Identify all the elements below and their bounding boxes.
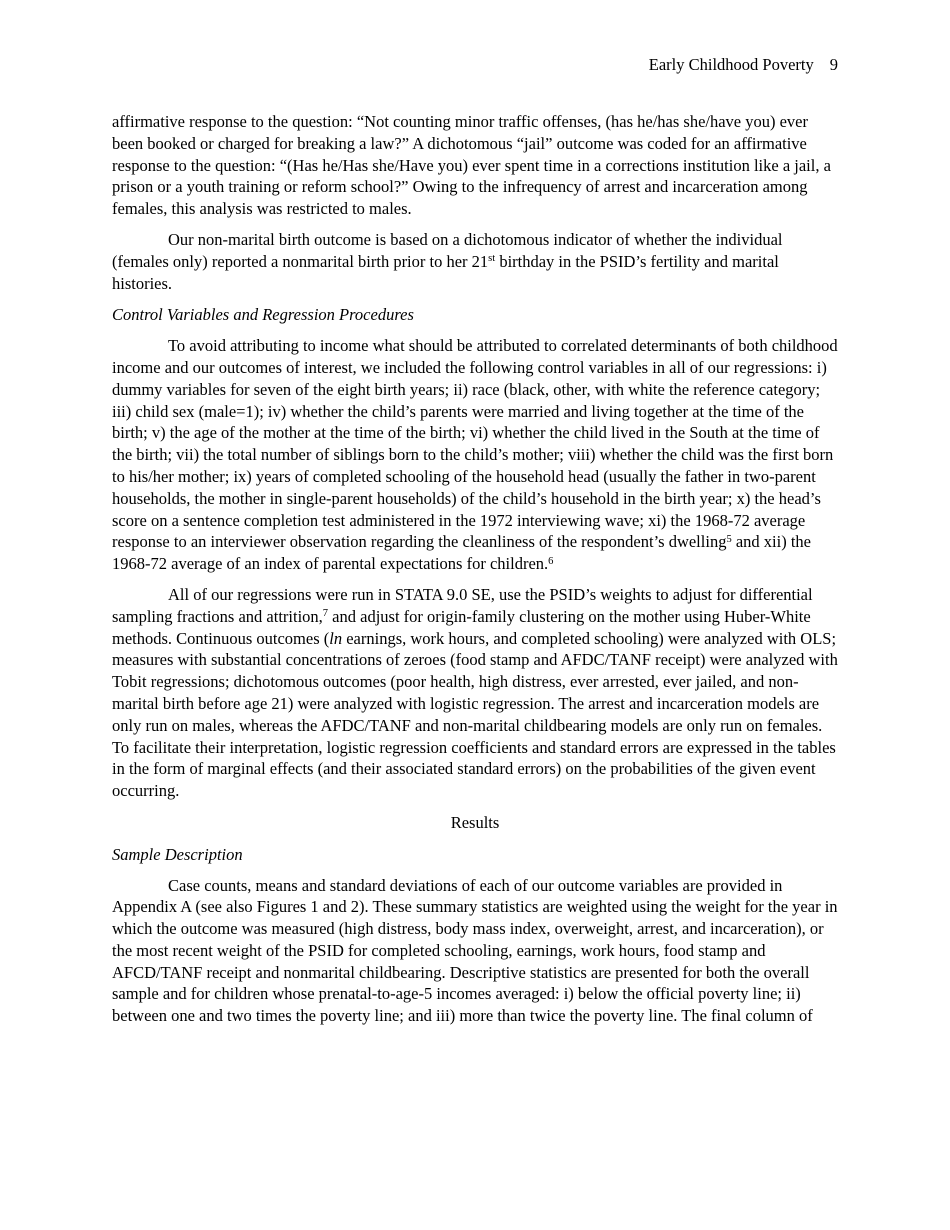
italic-ln-term: ln — [329, 628, 343, 648]
subheading-control-variables: Control Variables and Regression Procedures — [112, 305, 414, 325]
paragraph-text: and adjust for origin-family clustering on the mother using Huber-White methods. Continuous outcomes ( — [112, 606, 811, 648]
page-body — [112, 111, 838, 1027]
footnote-marker-7: 7 — [322, 608, 329, 620]
paragraph-sample-description — [112, 875, 838, 1028]
footnote-marker-5: 5 — [726, 533, 732, 545]
paragraph-regression-procedures — [112, 584, 838, 802]
paragraph-text: To avoid attributing to income what should be attributed to correlated determinants of both childhood income and our outcomes of interest, we included the following control variables in all of our regressions: i) dummy variables for seven of the eight birth years; ii) race (black, other, with white the reference category; iii) child sex (male=1); iv) whether the child’s parents were married and living together at the time of the birth; v) the age of the mother at the time of the birth; vi) whether the child lived in the South at the time of the birth; vii) the total number of siblings born to the child’s mother; viii) whether the child was the first born to his/her mother; ix) years of completed schooling of the household head (usually the father in two-parent households, the mother in single-parent households) of the child’s household in the birth year; x) the head’s score on a sentence completion test administered in the 1972 interviewing wave; xi) the 1968-72 average response to an interviewer observation regarding the cleanliness of the respondent’s dwelling — [112, 336, 838, 552]
running-head-title: Early Childhood Poverty — [648, 55, 814, 74]
paragraph-control-variables — [112, 335, 838, 575]
subheading-sample-description: Sample Description — [112, 844, 243, 864]
page-number: 9 — [829, 55, 838, 74]
paragraph-text: and xii) the 1968-72 average of an index of parental expectations for children. — [112, 532, 811, 574]
section-heading-results: Results — [450, 812, 500, 832]
paragraph-text: birthday in the PSID’s fertility and marital histories. — [112, 251, 779, 293]
paragraph-arrest-jail-outcome — [112, 111, 838, 220]
footnote-marker-6: 6 — [548, 555, 554, 567]
page-header — [112, 54, 838, 75]
paragraph-text: All of our regressions were run in STATA 9.0 SE, use the PSID’s weights to adjust for differential sampling fractions and attrition, — [112, 584, 813, 626]
paragraph-text: Our non-marital birth outcome is based on a dichotomous indicator of whether the individual (females only) reported a nonmarital birth prior to her 21 — [112, 229, 783, 271]
paragraph-text: earnings, work hours, and completed schooling) were analyzed with OLS; measures with substantial concentrations of zeroes (food stamp and AFDC/TANF receipt) were analyzed with Tobit regressions; dichotomous outcomes (poor health, high distress, ever arrested, ever jailed, and non-marital birth before age 21) were analyzed with logistic regression. The arrest and incarceration models are only run on males, whereas the AFDC/TANF and non-marital childbearing models are only run on females. To facilitate their interpretation, logistic regression coefficients and standard errors are expressed in the tables in the form of marginal effects (and their associated standard errors) on the probabilities of the given event occurring. — [112, 628, 838, 801]
paragraph-nonmarital-birth — [112, 229, 838, 294]
paragraph-text: affirmative response to the question: “Not counting minor traffic offenses, (has he/has she/have you) ever been booked or charged for breaking a law?” A dichotomous “jail” outcome was coded for an affirmative response to the question: “(Has he/Has she/Have you) ever spent time in a corrections institution like a jail, a prison or a youth training or reform school?” Owing to the infrequency of arrest and incarceration among females, this analysis was restricted to males. — [112, 112, 831, 219]
ordinal-superscript: st — [488, 253, 496, 265]
paragraph-text: Case counts, means and standard deviations of each of our outcome variables are provided in Appendix A (see also Figures 1 and 2). These summary statistics are weighted using the weight for the year in which the outcome was measured (high distress, body mass index, overweight, arrest, and incarceration), or the most recent weight of the PSID for completed schooling, earnings, work hours, food stamp and AFCD/TANF receipt and nonmarital childbearing. Descriptive statistics are presented for both the overall sample and for children whose prenatal-to-age-5 incomes averaged: i) below the official poverty line; ii) between one and two times the poverty line; and iii) more than twice the poverty line. The final column of — [112, 875, 838, 1026]
